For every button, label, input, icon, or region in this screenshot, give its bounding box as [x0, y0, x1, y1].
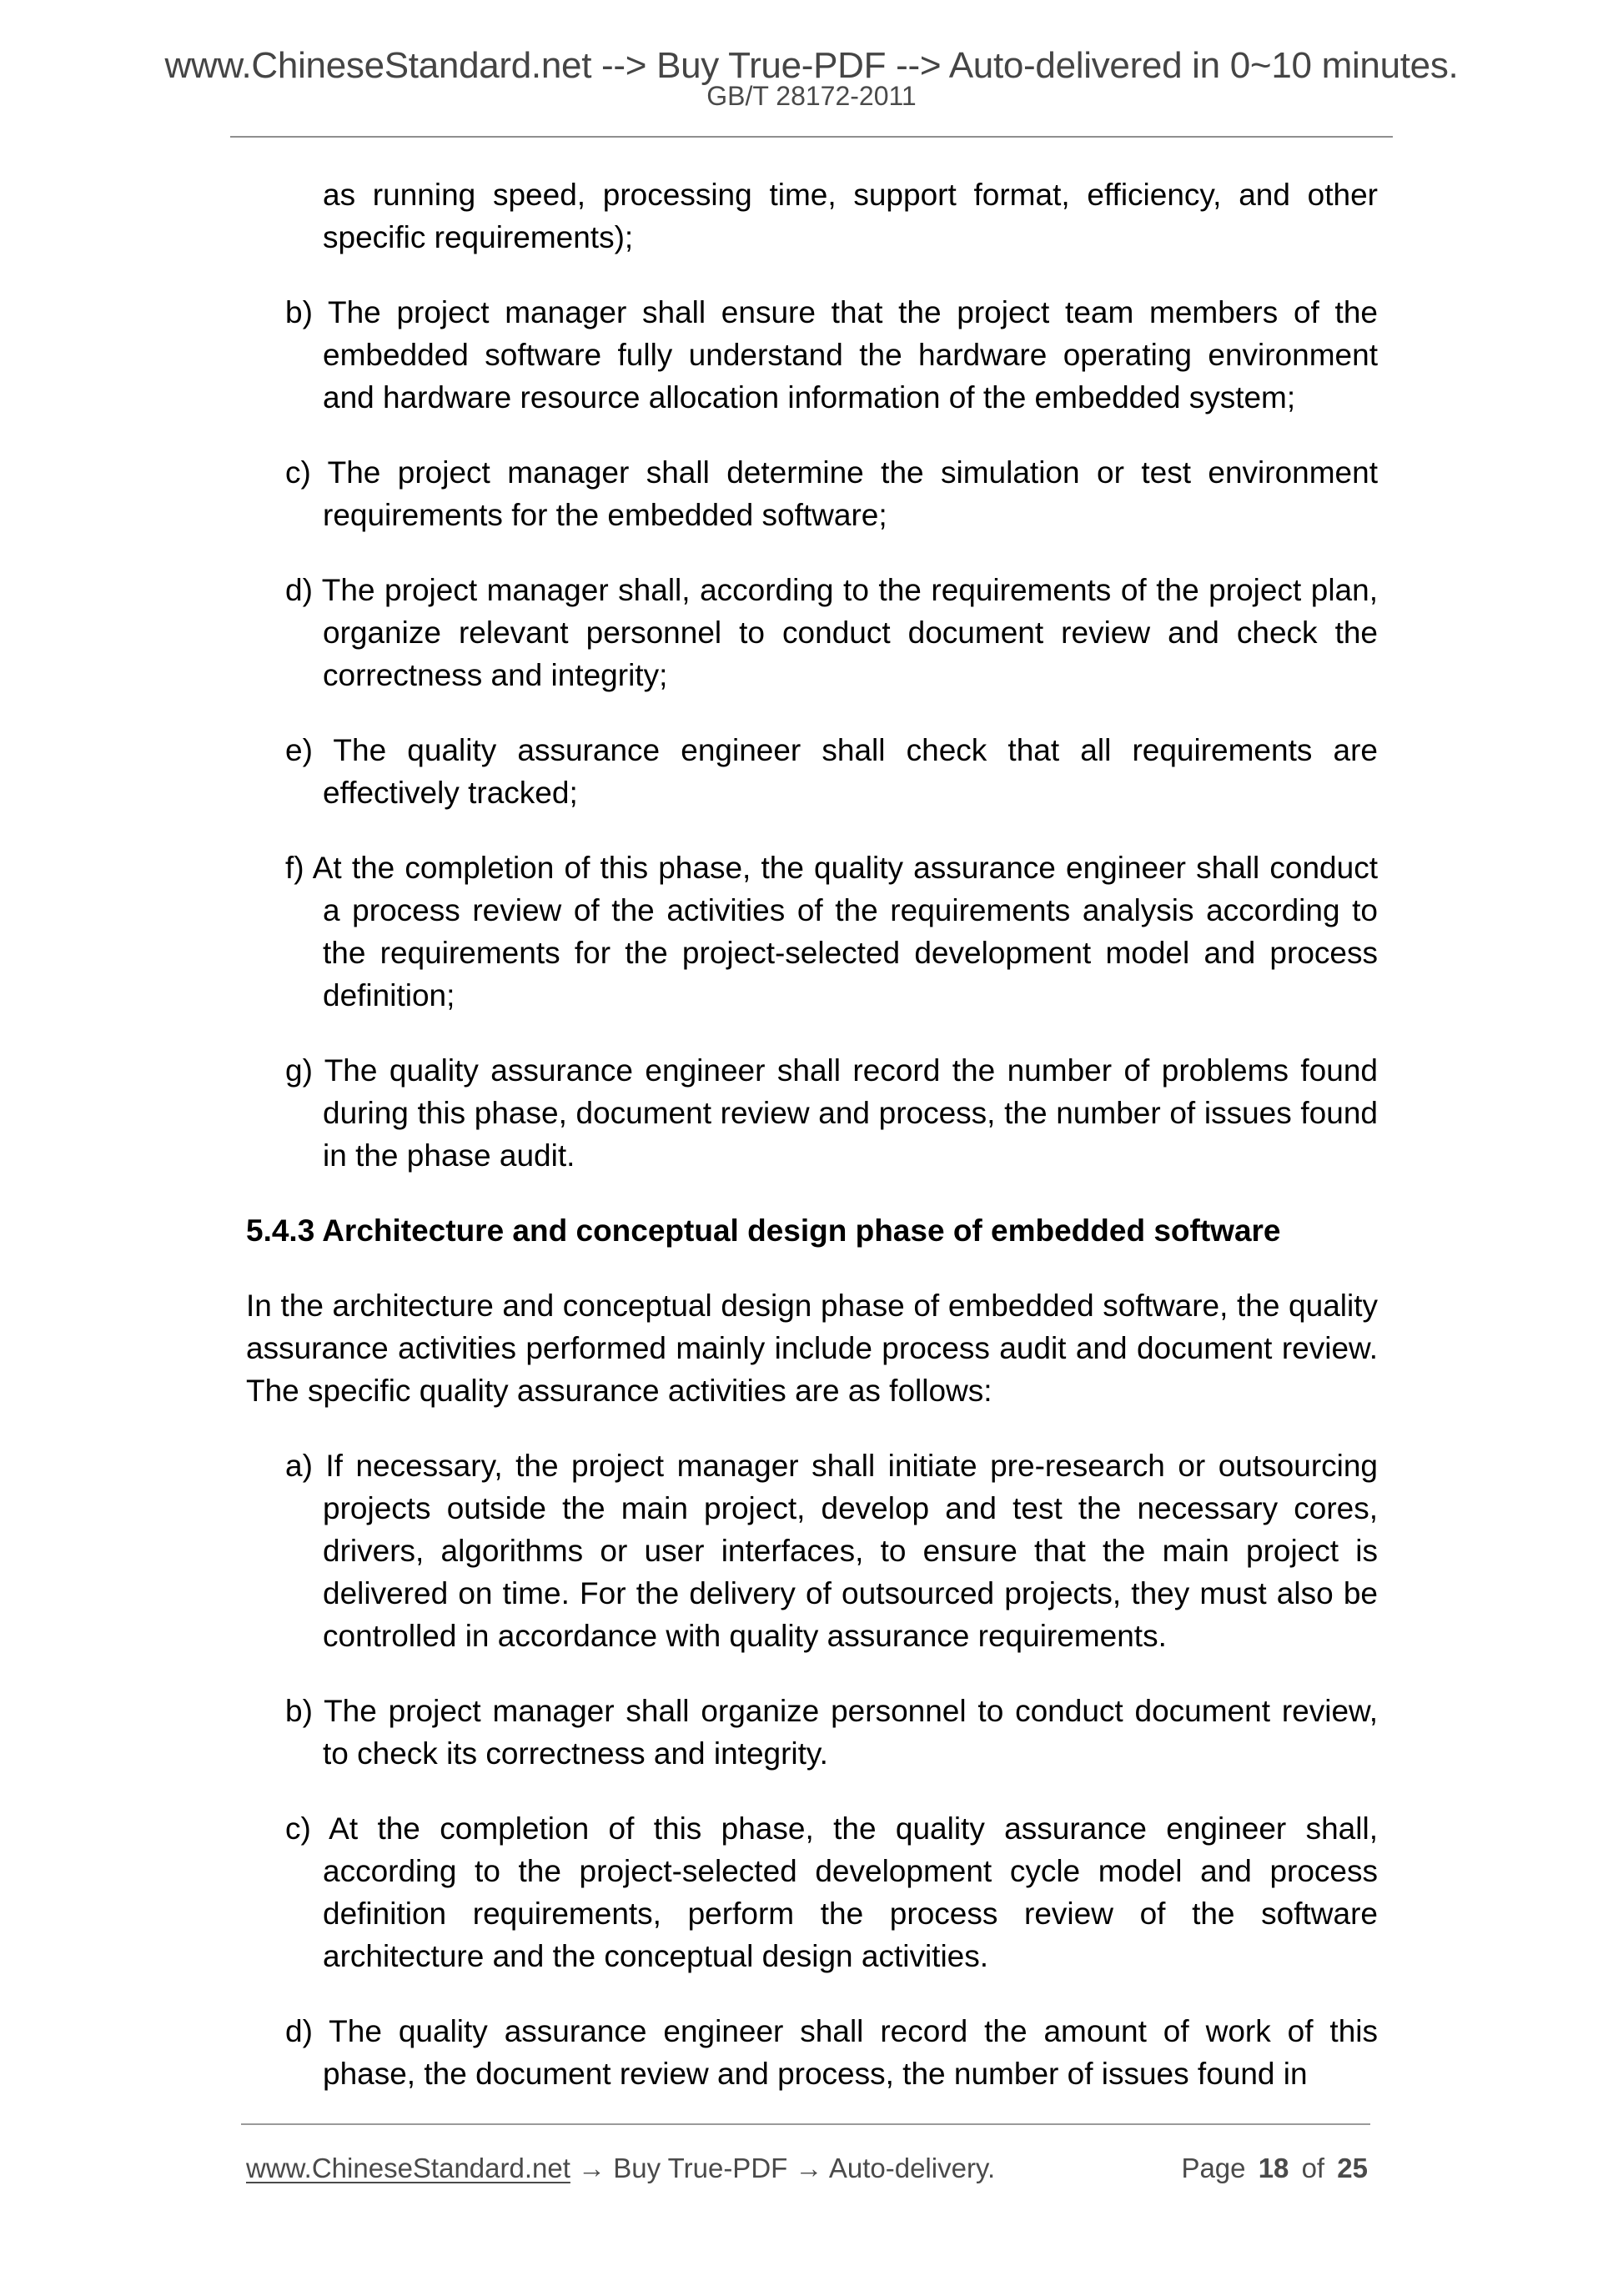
page-footer — [246, 2152, 1368, 2185]
list-label: d) — [285, 573, 313, 607]
header-divider — [230, 136, 1393, 138]
list-text: The project manager shall, according to the requirements of the project plan, organize relevant personnel to conduct document review and check the correctness and integrity; — [321, 573, 1378, 692]
list-label: f) — [285, 851, 304, 885]
page-total: 25 — [1337, 2153, 1368, 2183]
list-text: The project manager shall ensure that the project team members of the embedded software fully understand the hardware operating environment and hardware resource allocation information of the embedded system; — [323, 295, 1378, 414]
list-text: If necessary, the project manager shall initiate pre-research or outsourcing projects outside the main project, develop and test the necessary cores, drivers, algorithms or user interfaces, to ensure that the main project is delivered on time. For the delivery of outsourced projects, they must also be controlled in accordance with quality assurance requirements. — [323, 1449, 1379, 1653]
list-text: The quality assurance engineer shall record the number of problems found during this phase, document review and process, the number of issues found in the phase audit. — [323, 1053, 1378, 1173]
continuation-text: as running speed, processing time, support format, efficiency, and other specific requirements); — [323, 178, 1378, 254]
list-text: At the completion of this phase, the quality assurance engineer shall, according to the project-selected development cycle model and process definition requirements, perform the process review of the software architecture and the conceptual design activities. — [323, 1811, 1378, 1973]
list-item — [246, 451, 1378, 536]
list-text: The project manager shall determine the simulation or test environment requirements for the embedded software; — [323, 455, 1378, 532]
list-label: c) — [285, 455, 311, 490]
list-item — [246, 1690, 1378, 1775]
list-item — [246, 847, 1378, 1017]
list-label: d) — [285, 2014, 313, 2048]
list-text: The project manager shall organize personnel to conduct document review, to check its correctness and integrity. — [323, 1694, 1378, 1771]
list-item — [246, 569, 1378, 696]
footer-divider — [241, 2123, 1370, 2125]
page-current: 18 — [1258, 2153, 1289, 2183]
standard-code: GB/T 28172-2011 — [706, 81, 917, 111]
page-number — [1181, 2152, 1368, 2185]
list-label: b) — [285, 295, 313, 329]
list-item — [246, 1444, 1378, 1657]
list-text: The quality assurance engineer shall check that all requirements are effectively tracked; — [323, 733, 1378, 810]
list-item — [246, 291, 1378, 419]
section-intro: In the architecture and conceptual design phase of embedded software, the quality assurance activities performed mainly include process audit and document review. The specific quality assurance activities are as follows: — [246, 1289, 1378, 1408]
list-item — [246, 2010, 1378, 2095]
header-banner: www.ChineseStandard.net --> Buy True-PDF --> Auto-delivered in 0~10 minutes. — [164, 45, 1459, 86]
page-content — [246, 173, 1378, 2128]
page-label: Page — [1181, 2153, 1246, 2183]
list-item — [246, 1049, 1378, 1177]
list-label: c) — [285, 1811, 311, 1846]
list-label: a) — [285, 1449, 313, 1483]
footer-delivery-text: Auto-delivery. — [828, 2153, 996, 2183]
list-item — [246, 729, 1378, 814]
list-text: At the completion of this phase, the quality assurance engineer shall conduct a process review of the activities of the requirements analysis according to the requirements for the project-selected development model and process definition; — [312, 851, 1378, 1012]
list-label: b) — [285, 1694, 313, 1728]
list-item — [246, 1807, 1378, 1977]
section-heading: 5.4.3 Architecture and conceptual design phase of embedded software — [246, 1213, 1281, 1248]
arrow-right-icon: → — [795, 2153, 823, 2183]
page-of: of — [1301, 2153, 1325, 2183]
arrow-right-icon: → — [578, 2153, 606, 2183]
footer-promo — [246, 2152, 995, 2185]
footer-buy-text: Buy True-PDF — [613, 2153, 788, 2183]
list-label: e) — [285, 733, 313, 767]
list-text: The quality assurance engineer shall record the amount of work of this phase, the document review and process, the number of issues found in — [323, 2014, 1378, 2091]
list-label: g) — [285, 1053, 313, 1088]
footer-site-link[interactable]: www.ChineseStandard.net — [246, 2153, 570, 2183]
